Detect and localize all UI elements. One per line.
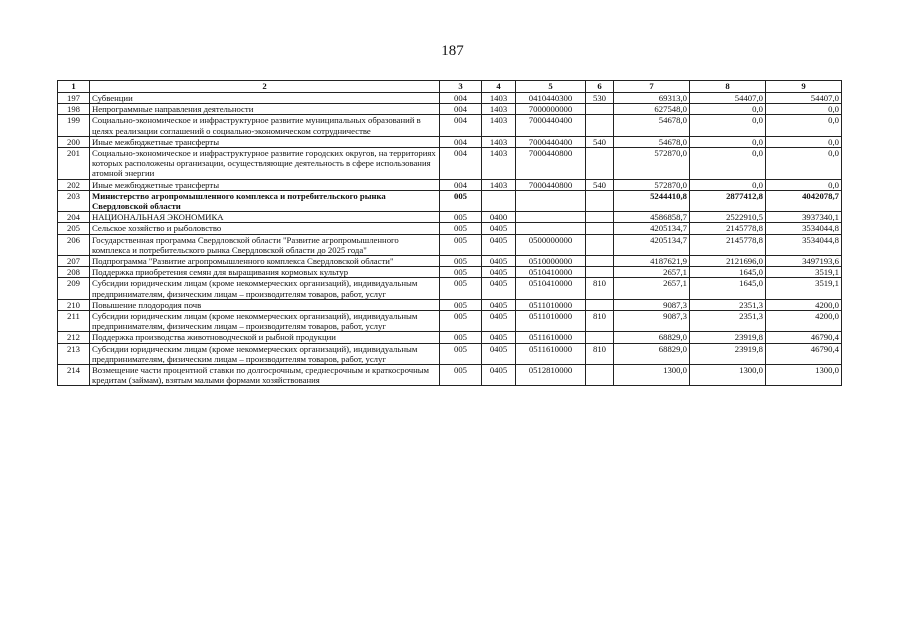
table-row [58, 104, 842, 115]
amount-col7: 4205134,7 [614, 234, 690, 255]
amount-col7: 54678,0 [614, 136, 690, 147]
row-number: 201 [58, 148, 90, 180]
amount-col8: 2877412,8 [690, 190, 766, 211]
amount-col9: 46790,4 [766, 332, 842, 343]
row-number: 200 [58, 136, 90, 147]
row-name: Сельское хозяйство и рыболовство [90, 223, 440, 234]
amount-col9: 4200,0 [766, 311, 842, 332]
amount-col8: 2121696,0 [690, 256, 766, 267]
table-row [58, 299, 842, 310]
code-chapter: 005 [440, 234, 482, 255]
amount-col7: 68829,0 [614, 343, 690, 364]
amount-col9: 3534044,8 [766, 234, 842, 255]
amount-col9: 1300,0 [766, 365, 842, 386]
code-chapter: 004 [440, 93, 482, 104]
table-row [58, 190, 842, 211]
code-chapter: 005 [440, 223, 482, 234]
row-number: 213 [58, 343, 90, 364]
row-number: 199 [58, 115, 90, 136]
code-type [586, 115, 614, 136]
code-section: 0405 [482, 267, 516, 278]
row-name: Поддержка приобретения семян для выращивания кормовых культур [90, 267, 440, 278]
row-name: Субвенции [90, 93, 440, 104]
amount-col9: 0,0 [766, 179, 842, 190]
table-row [58, 365, 842, 386]
column-header: 3 [440, 81, 482, 93]
page-number: 187 [441, 43, 464, 59]
column-header: 8 [690, 81, 766, 93]
row-name: Социально-экономическое и инфраструктурное развитие муниципальных образований в целях реализации соглашений о социально-экономическом сотрудничестве [90, 115, 440, 136]
code-section: 0400 [482, 212, 516, 223]
amount-col9: 0,0 [766, 136, 842, 147]
code-type [586, 234, 614, 255]
code-chapter: 004 [440, 179, 482, 190]
table-row [58, 343, 842, 364]
amount-col8: 2522910,5 [690, 212, 766, 223]
code-chapter: 005 [440, 332, 482, 343]
amount-col8: 2145778,8 [690, 234, 766, 255]
code-target: 0410440300 [516, 93, 586, 104]
code-type [586, 148, 614, 180]
amount-col9: 4042078,7 [766, 190, 842, 211]
amount-col7: 9087,3 [614, 311, 690, 332]
amount-col8: 2351,3 [690, 311, 766, 332]
row-number: 197 [58, 93, 90, 104]
row-number: 206 [58, 234, 90, 255]
row-name: Возмещение части процентной ставки по долгосрочным, среднесрочным и краткосрочным кредитам (займам), взятым малыми формами хозяйствования [90, 365, 440, 386]
code-target: 7000440400 [516, 136, 586, 147]
amount-col8: 0,0 [690, 115, 766, 136]
code-chapter: 005 [440, 278, 482, 299]
amount-col7: 572870,0 [614, 148, 690, 180]
amount-col7: 5244410,8 [614, 190, 690, 211]
code-target: 7000000000 [516, 104, 586, 115]
code-section [482, 190, 516, 211]
code-target: 0511610000 [516, 332, 586, 343]
code-type [586, 267, 614, 278]
code-chapter: 005 [440, 299, 482, 310]
amount-col9: 0,0 [766, 148, 842, 180]
code-type: 540 [586, 179, 614, 190]
code-section: 0405 [482, 365, 516, 386]
code-target: 0510410000 [516, 267, 586, 278]
code-section: 1403 [482, 136, 516, 147]
row-name: Поддержка производства животноводческой и рыбной продукции [90, 332, 440, 343]
row-name: Субсидии юридическим лицам (кроме некоммерческих организаций), индивидуальным предпринимателям, физическим лицам – производителям товаров, работ, услуг [90, 343, 440, 364]
code-target: 0511610000 [516, 343, 586, 364]
row-name: Государственная программа Свердловской области "Развитие агропромышленного комплекса и потребительского рынка Свердловской области до 2025 года" [90, 234, 440, 255]
row-number: 208 [58, 267, 90, 278]
code-chapter: 005 [440, 212, 482, 223]
row-number: 205 [58, 223, 90, 234]
code-chapter: 005 [440, 311, 482, 332]
row-number: 204 [58, 212, 90, 223]
code-chapter: 005 [440, 190, 482, 211]
amount-col7: 572870,0 [614, 179, 690, 190]
header-row [58, 81, 842, 93]
code-section: 1403 [482, 104, 516, 115]
row-number: 210 [58, 299, 90, 310]
column-header: 7 [614, 81, 690, 93]
code-type [586, 223, 614, 234]
code-section: 0405 [482, 299, 516, 310]
table-row [58, 332, 842, 343]
code-section: 0405 [482, 234, 516, 255]
amount-col7: 627548,0 [614, 104, 690, 115]
column-header: 4 [482, 81, 516, 93]
code-chapter: 004 [440, 136, 482, 147]
amount-col9: 3497193,6 [766, 256, 842, 267]
code-target [516, 223, 586, 234]
amount-col8: 0,0 [690, 148, 766, 180]
code-type [586, 212, 614, 223]
code-chapter: 004 [440, 148, 482, 180]
amount-col8: 23919,8 [690, 332, 766, 343]
code-target: 7000440400 [516, 115, 586, 136]
table-row [58, 278, 842, 299]
amount-col7: 2657,1 [614, 267, 690, 278]
code-type: 540 [586, 136, 614, 147]
code-section: 0405 [482, 278, 516, 299]
amount-col7: 68829,0 [614, 332, 690, 343]
code-chapter: 004 [440, 115, 482, 136]
amount-col9: 0,0 [766, 104, 842, 115]
table-row [58, 93, 842, 104]
amount-col8: 1645,0 [690, 278, 766, 299]
row-name: Субсидии юридическим лицам (кроме некоммерческих организаций), индивидуальным предпринимателям, физическим лицам – производителям товаров, работ, услуг [90, 278, 440, 299]
row-number: 203 [58, 190, 90, 211]
code-section: 1403 [482, 115, 516, 136]
row-name: Социально-экономическое и инфраструктурное развитие городских округов, на территориях которых расположены организации, осуществляющие деятельность в сфере использования атомной энергии [90, 148, 440, 180]
row-name: НАЦИОНАЛЬНАЯ ЭКОНОМИКА [90, 212, 440, 223]
amount-col8: 54407,0 [690, 93, 766, 104]
amount-col7: 69313,0 [614, 93, 690, 104]
amount-col8: 2351,3 [690, 299, 766, 310]
code-type [586, 190, 614, 211]
code-type [586, 365, 614, 386]
code-chapter: 005 [440, 267, 482, 278]
code-section: 1403 [482, 93, 516, 104]
amount-col9: 4200,0 [766, 299, 842, 310]
column-header: 1 [58, 81, 90, 93]
row-name: Министерство агропромышленного комплекса и потребительского рынка Свердловской области [90, 190, 440, 211]
row-number: 198 [58, 104, 90, 115]
amount-col8: 0,0 [690, 104, 766, 115]
table-row [58, 212, 842, 223]
code-target: 0510410000 [516, 278, 586, 299]
code-section: 0405 [482, 332, 516, 343]
code-type [586, 104, 614, 115]
amount-col9: 3937340,1 [766, 212, 842, 223]
row-name: Субсидии юридическим лицам (кроме некоммерческих организаций), индивидуальным предпринимателям, физическим лицам – производителям товаров, работ, услуг [90, 311, 440, 332]
row-number: 207 [58, 256, 90, 267]
row-number: 202 [58, 179, 90, 190]
code-section: 0405 [482, 256, 516, 267]
budget-table [57, 80, 842, 386]
row-number: 209 [58, 278, 90, 299]
code-type: 810 [586, 311, 614, 332]
amount-col7: 54678,0 [614, 115, 690, 136]
code-section: 1403 [482, 179, 516, 190]
amount-col9: 54407,0 [766, 93, 842, 104]
amount-col7: 1300,0 [614, 365, 690, 386]
code-section: 1403 [482, 148, 516, 180]
code-target [516, 212, 586, 223]
code-type [586, 256, 614, 267]
row-name: Повышение плодородия почв [90, 299, 440, 310]
amount-col8: 2145778,8 [690, 223, 766, 234]
row-name: Подпрограмма "Развитие агропромышленного комплекса Свердловской области" [90, 256, 440, 267]
code-chapter: 005 [440, 343, 482, 364]
code-type [586, 299, 614, 310]
code-target: 0511010000 [516, 311, 586, 332]
amount-col8: 0,0 [690, 136, 766, 147]
code-type [586, 332, 614, 343]
row-name: Иные межбюджетные трансферты [90, 136, 440, 147]
column-header: 2 [90, 81, 440, 93]
column-header: 6 [586, 81, 614, 93]
row-name: Непрограммные направления деятельности [90, 104, 440, 115]
code-section: 0405 [482, 343, 516, 364]
code-target: 0510000000 [516, 256, 586, 267]
table-row [58, 311, 842, 332]
table-row [58, 179, 842, 190]
table-row [58, 115, 842, 136]
row-number: 212 [58, 332, 90, 343]
code-target: 7000440800 [516, 179, 586, 190]
amount-col7: 4187621,9 [614, 256, 690, 267]
row-number: 211 [58, 311, 90, 332]
amount-col8: 0,0 [690, 179, 766, 190]
code-type: 810 [586, 278, 614, 299]
code-target: 7000440800 [516, 148, 586, 180]
amount-col7: 4205134,7 [614, 223, 690, 234]
code-type: 530 [586, 93, 614, 104]
code-chapter: 005 [440, 256, 482, 267]
code-chapter: 004 [440, 104, 482, 115]
amount-col9: 3519,1 [766, 267, 842, 278]
amount-col9: 3519,1 [766, 278, 842, 299]
table-row [58, 148, 842, 180]
code-section: 0405 [482, 223, 516, 234]
table-row [58, 267, 842, 278]
code-section: 0405 [482, 311, 516, 332]
row-name: Иные межбюджетные трансферты [90, 179, 440, 190]
amount-col9: 3534044,8 [766, 223, 842, 234]
code-type: 810 [586, 343, 614, 364]
row-number: 214 [58, 365, 90, 386]
table-row [58, 256, 842, 267]
code-chapter: 005 [440, 365, 482, 386]
code-target [516, 190, 586, 211]
amount-col8: 23919,8 [690, 343, 766, 364]
amount-col7: 2657,1 [614, 278, 690, 299]
amount-col7: 4586858,7 [614, 212, 690, 223]
column-header: 9 [766, 81, 842, 93]
column-header: 5 [516, 81, 586, 93]
table-row [58, 234, 842, 255]
code-target: 0500000000 [516, 234, 586, 255]
amount-col9: 0,0 [766, 115, 842, 136]
amount-col7: 9087,3 [614, 299, 690, 310]
table-row [58, 136, 842, 147]
amount-col8: 1300,0 [690, 365, 766, 386]
amount-col8: 1645,0 [690, 267, 766, 278]
amount-col9: 46790,4 [766, 343, 842, 364]
code-target: 0512810000 [516, 365, 586, 386]
table-row [58, 223, 842, 234]
code-target: 0511010000 [516, 299, 586, 310]
